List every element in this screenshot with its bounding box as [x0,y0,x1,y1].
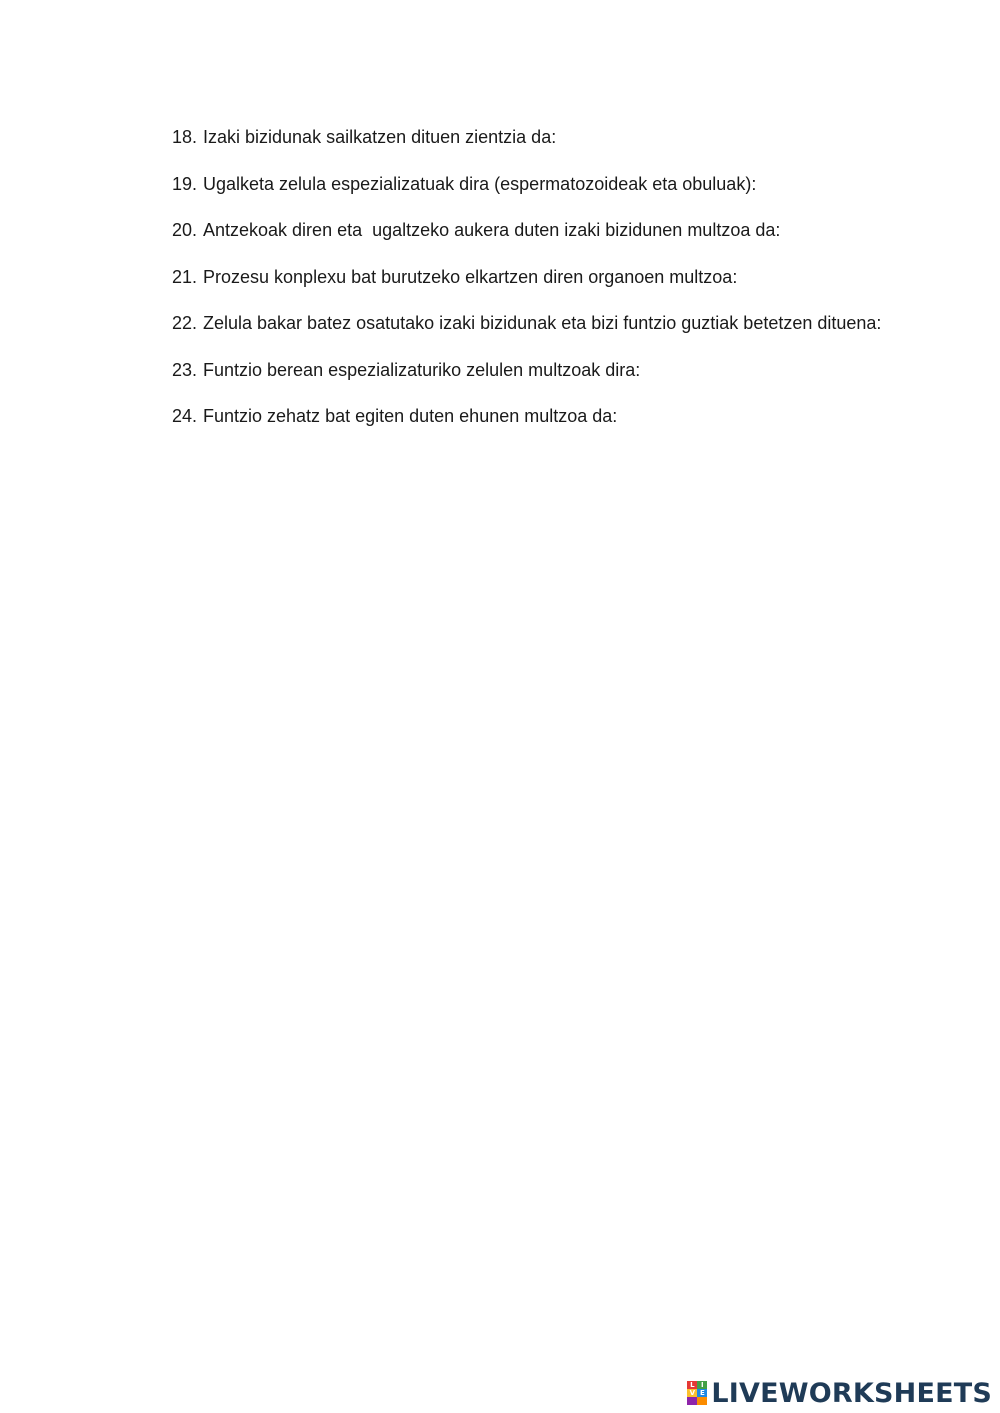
question-item [172,347,912,394]
question-number: 19. [172,173,198,194]
logo-tile [697,1397,707,1405]
question-item [172,300,912,347]
liveworksheets-logo-icon [687,1381,707,1405]
question-text: Funtzio zehatz bat egiten duten ehunen multzoa da: [203,406,618,426]
question-number: 18. [172,127,198,147]
logo-tile: E [697,1389,707,1397]
question-text: Prozesu konplexu bat burutzeko elkartzen diren organoen multzoa: [203,266,738,287]
liveworksheets-brand [687,1377,992,1409]
logo-tile [687,1397,697,1405]
brand-name: LIVEWORKSHEETS [711,1377,992,1409]
question-item [172,254,912,301]
question-number: 23. [172,359,198,380]
question-text: Funtzio berean espezializaturiko zelulen multzoak dira: [203,359,641,380]
question-text: Antzekoak diren eta ugaltzeko aukera duten izaki bizidunen multzoa da: [203,220,781,240]
question-item [172,114,912,161]
question-item [172,393,912,440]
question-number: 21. [172,266,198,287]
question-list [172,114,912,440]
question-text: Zelula bakar batez osatutako izaki bizidunak eta bizi funtzio guztiak betetzen dituena: [203,313,882,333]
question-number: 22. [172,313,198,333]
question-text: Izaki bizidunak sailkatzen dituen zientzia da: [203,127,557,147]
logo-tile: V [687,1389,697,1397]
logo-tile: L [687,1381,697,1389]
question-number: 20. [172,220,198,240]
question-text: Ugalketa zelula espezializatuak dira (espermatozoideak eta obuluak): [203,173,757,194]
question-number: 24. [172,406,198,426]
logo-tile: I [697,1381,707,1389]
question-item [172,207,912,254]
question-item [172,161,912,208]
